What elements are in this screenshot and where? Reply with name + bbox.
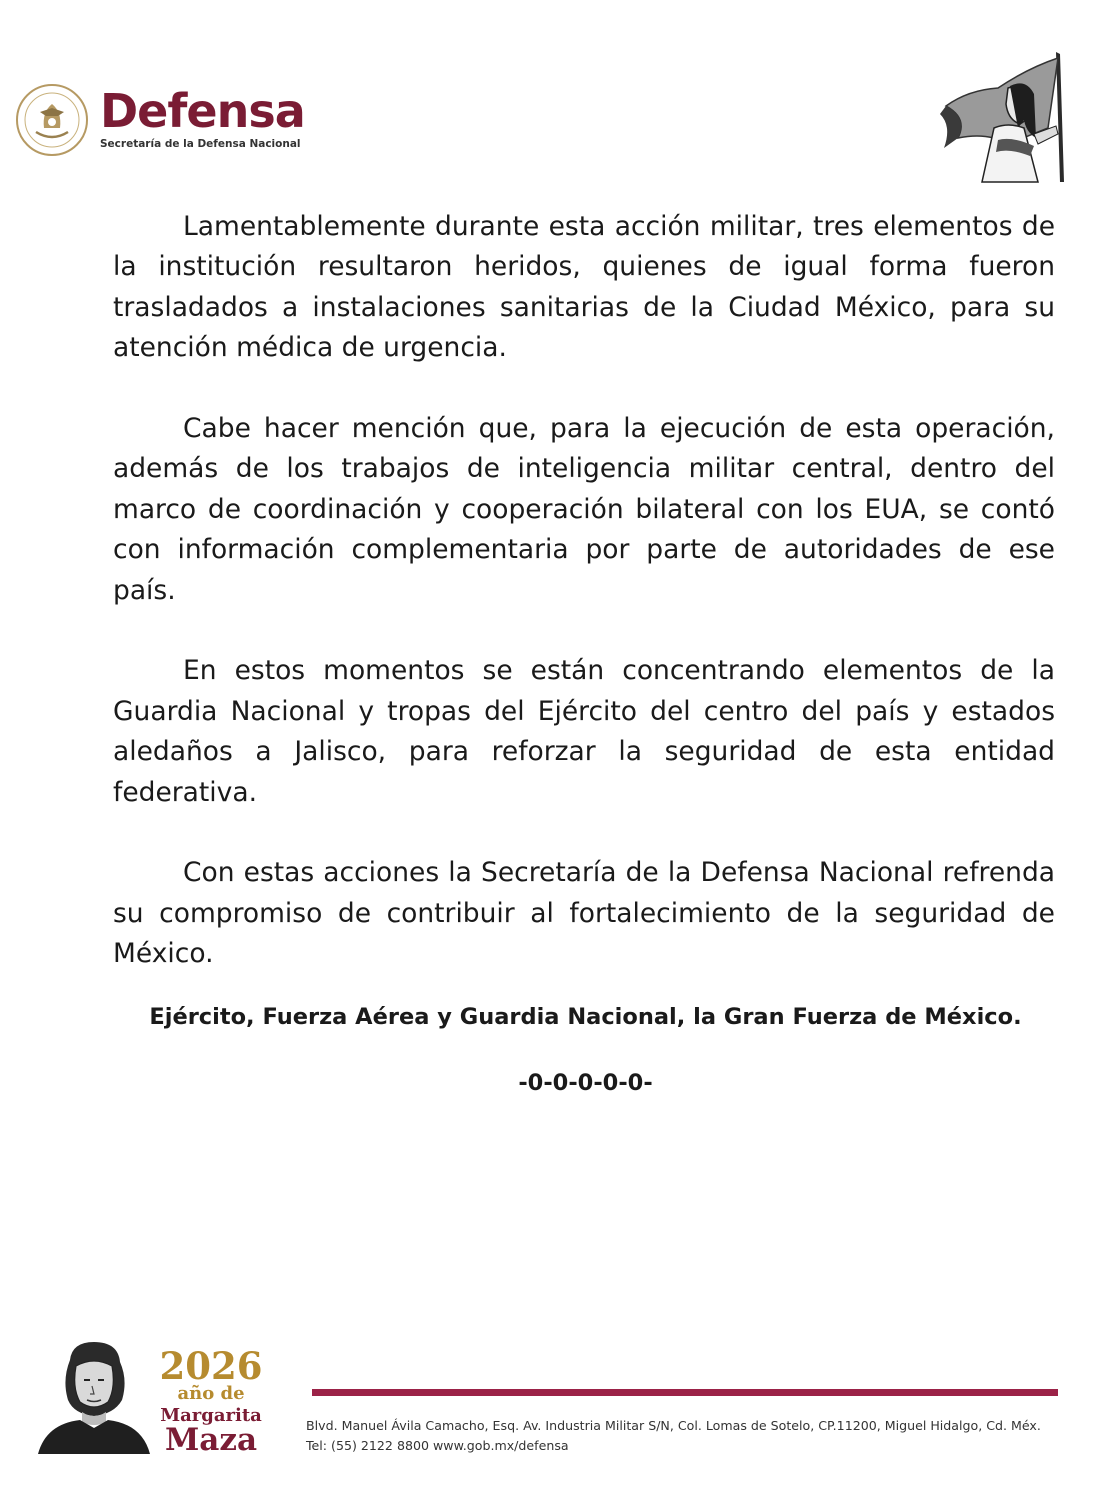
paragraph-3: En estos momentos se están concentrando elementos de la Guardia Nacional y tropas del Ejército del centro del país y estados aledaños a Jalisco, para reforzar la seguridad de esta entidad federativa.	[113, 655, 1055, 808]
year-ano-de: año de	[177, 1383, 245, 1404]
brand-title: Defensa	[100, 84, 305, 138]
flag-woman-illustration-icon	[938, 48, 1078, 186]
paragraph-1: Lamentablemente durante esta acción militar, tres elementos de la institución resultaron heridos, quienes de igual forma fueron trasladados a instalaciones sanitarias de la Ciudad México, para su atención médica de urgencia.	[113, 211, 1055, 364]
closing-mark: -0-0-0-0-0-	[518, 1070, 653, 1096]
header-logo	[14, 82, 314, 162]
institutional-motto: Ejército, Fuerza Aérea y Guardia Nacional, la Gran Fuerza de México.	[149, 1004, 1022, 1030]
year-name-last: Maza	[164, 1422, 258, 1458]
margarita-maza-portrait-icon	[32, 1340, 156, 1454]
footer-contact: Tel: (55) 2122 8800 www.gob.mx/defensa	[306, 1438, 569, 1453]
year-number: 2026	[159, 1344, 263, 1388]
brand-subtitle: Secretaría de la Defensa Nacional	[100, 138, 301, 150]
commemorative-year-badge	[156, 1344, 266, 1458]
footer-address: Blvd. Manuel Ávila Camacho, Esq. Av. Industria Militar S/N, Col. Lomas de Sotelo, CP.11200, Miguel Hidalgo, Cd. Méx.	[306, 1418, 1041, 1433]
press-release-body	[113, 207, 1055, 1015]
footer-divider	[312, 1389, 1058, 1396]
year-name-first: Margarita	[160, 1405, 262, 1426]
paragraph-2: Cabe hacer mención que, para la ejecución de esta operación, además de los trabajos de inteligencia militar central, dentro del marco de coordinación y cooperación bilateral con los EUA, se contó con información complementaria por parte de autoridades de ese país.	[113, 413, 1055, 606]
paragraph-4: Con estas acciones la Secretaría de la Defensa Nacional refrenda su compromiso de contribuir al fortalecimiento de la seguridad de México.	[113, 857, 1055, 970]
national-seal-icon	[14, 82, 90, 158]
